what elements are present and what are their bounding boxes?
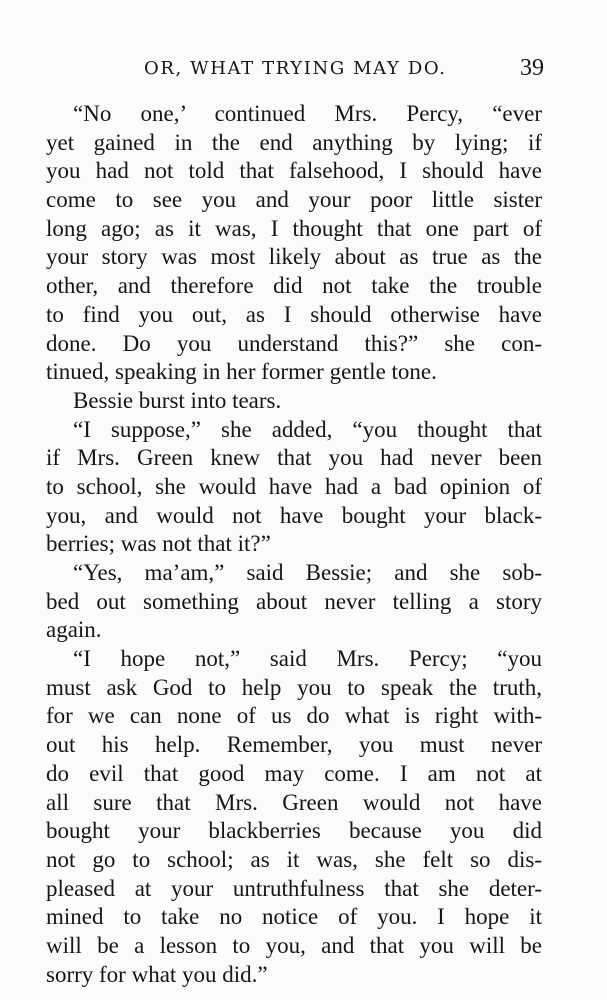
text-line: all sure that Mrs. Green would not have [46, 789, 542, 815]
text-line: again. [46, 617, 102, 643]
text-line: tinued, speaking in her former gentle tone. [46, 359, 437, 385]
text-line: your story was most likely about as true as the [46, 244, 542, 270]
text-line: “Yes, ma’am,” said Bessie; and she sob- [73, 560, 542, 585]
text-line: bought your blackberries because you did [46, 818, 542, 844]
text-line: yet gained in the end anything by lying; if [46, 129, 542, 155]
text-line: mined to take no notice of you. I hope it [46, 904, 542, 930]
text-line: must ask God to help you to speak the truth, [46, 674, 542, 700]
text-line: berries; was not that it?” [46, 531, 271, 557]
text-line: will be a lesson to you, and that you will be [46, 932, 542, 958]
text-line: other, and therefore did not take the trouble [46, 273, 542, 299]
text-line: done. Do you understand this?” she con- [46, 330, 542, 356]
text-line: out his help. Remember, you must never [46, 732, 542, 758]
text-line: you, and would not have bought your black- [46, 502, 542, 528]
text-line: “No one,’ continued Mrs. Percy, “ever [73, 101, 542, 126]
text-line: to school, she would have had a bad opinion of [46, 473, 542, 499]
text-line: to find you out, as I should otherwise have [46, 301, 542, 327]
text-line: for we can none of us do what is right with- [46, 703, 542, 729]
text-line: do evil that good may come. I am not at [46, 760, 542, 786]
text-line: bed out something about never telling a story [46, 588, 542, 614]
text-line: not go to school; as it was, she felt so dis- [46, 846, 542, 872]
running-head: OR, WHAT TRYING MAY DO. [144, 58, 447, 79]
text-line: long ago; as it was, I thought that one part of [46, 215, 542, 241]
body-text [46, 100, 542, 989]
text-line: Bessie burst into tears. [73, 387, 282, 413]
text-line: sorry for what you did.” [46, 961, 268, 987]
text-line: pleased at your untruthfulness that she deter- [46, 875, 542, 901]
text-line: come to see you and your poor little sister [46, 187, 542, 213]
text-line: “I hope not,” said Mrs. Percy; “you [73, 646, 542, 672]
text-line: you had not told that falsehood, I should have [46, 158, 542, 184]
page-number: 39 [520, 55, 544, 81]
text-line: if Mrs. Green knew that you had never been [46, 445, 542, 471]
page-header [44, 55, 544, 88]
text-line: “I suppose,” she added, “you thought that [73, 416, 542, 442]
